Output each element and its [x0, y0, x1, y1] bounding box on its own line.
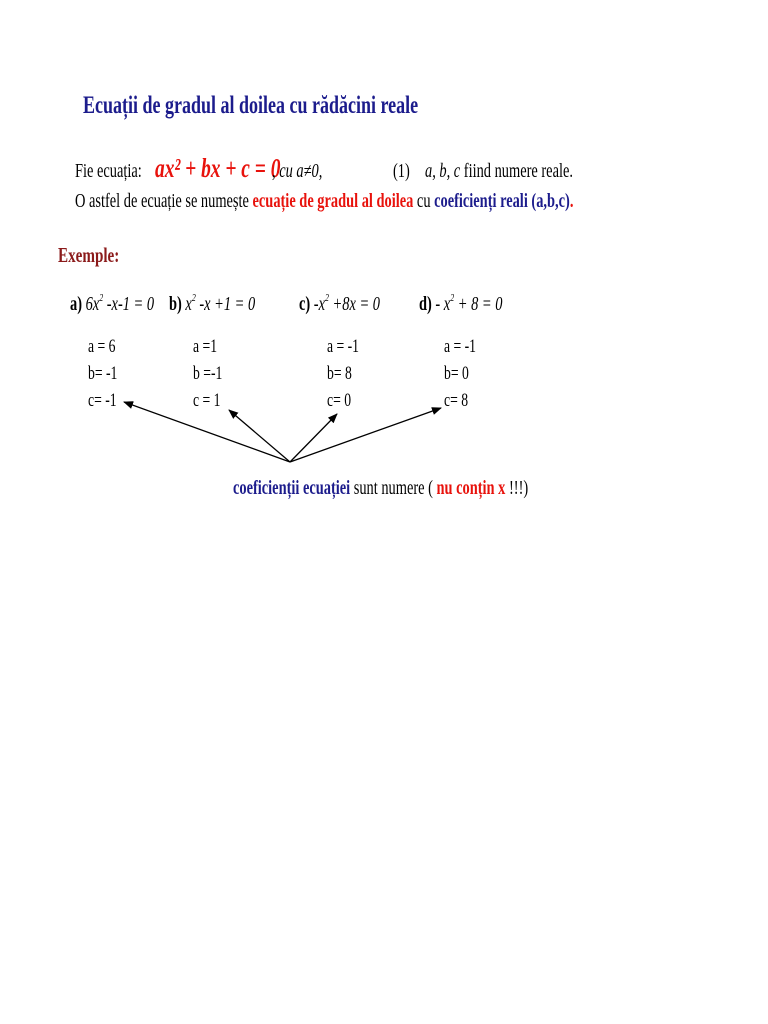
arrow-to-d	[290, 408, 441, 462]
intro-condition: , cu a≠0,	[272, 160, 323, 182]
definition-coef: coeficienți reali	[434, 190, 528, 212]
example-b-equation: b) $x^2$ -x +1 = 0	[169, 292, 256, 315]
coef-d-c: c= 8	[444, 390, 469, 411]
note-line: coeficienții ecuației sunt numere ( nu conțin x !!!)	[233, 477, 529, 499]
coef-b-b: b =-1	[193, 363, 223, 384]
example-c-equation: c) $-x^2 +8x = 0$	[299, 292, 380, 315]
intro-label: Fie ecuația:	[75, 160, 142, 182]
note-coef: coeficienții ecuației	[233, 477, 351, 499]
equation-number: (1)	[393, 160, 410, 182]
note-highlight: nu conțin x	[436, 477, 506, 499]
coef-d-a: a = -1	[444, 336, 477, 357]
examples-heading: Exemple:	[58, 243, 120, 267]
coef-a-a: a = 6	[88, 336, 116, 357]
coef-a-c: c= -1	[88, 390, 117, 411]
definition-term: ecuație de gradul al doilea	[252, 190, 414, 212]
arrow-to-a	[124, 402, 290, 462]
coef-b-c: c = 1	[193, 390, 221, 411]
example-a-equation: a) $6x^2$ -x-1 = 0	[70, 292, 155, 315]
coef-b-a: a =1	[193, 336, 218, 357]
arrow-to-b	[229, 410, 290, 462]
intro-vars: a, b, c fiind numere reale.	[425, 160, 573, 182]
arrow-to-c	[290, 414, 337, 462]
example-d-equation: $d) - x^2 + 8 = 0$	[419, 292, 503, 315]
definition-line: O astfel de ecuație se numește ecuație de gradul al doilea cu coeficienți reali (a,b,c).	[75, 190, 574, 212]
coef-c-c: c= 0	[327, 390, 352, 411]
intro-formula: ax² + bx + c = 0	[155, 153, 281, 183]
coef-c-b: b= 8	[327, 363, 352, 384]
page-title: Ecuații de gradul al doilea cu rădăcini reale	[83, 92, 419, 119]
coef-c-a: a = -1	[327, 336, 360, 357]
coef-a-b: b= -1	[88, 363, 118, 384]
coef-d-b: b= 0	[444, 363, 469, 384]
